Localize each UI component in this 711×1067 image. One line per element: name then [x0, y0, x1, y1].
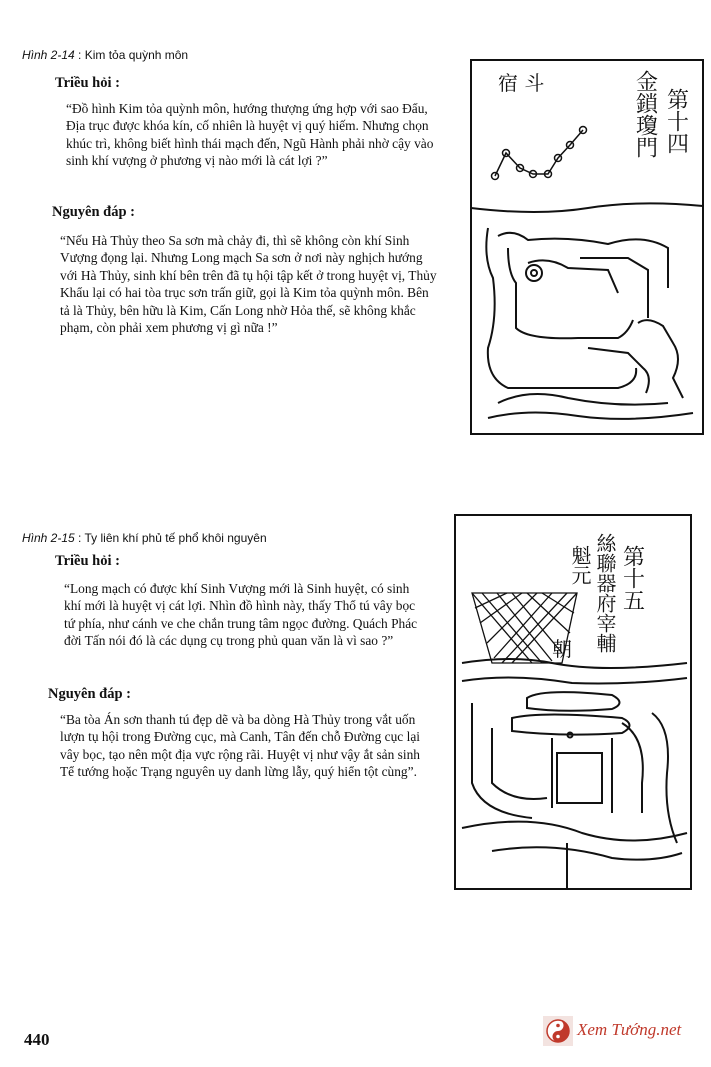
watermark-text: Xem Tướng.net — [577, 1020, 682, 1039]
question-speaker: Triều hỏi : — [55, 75, 120, 91]
answer-text: “Ba tòa Án sơn thanh tú đẹp dẽ và ba dòng Hà Thủy trong vắt uốn lượn tụ hội trong Đường cục, mà Canh, Tân đến chỗ Đường cục lại vây bọc, tạo nên một địa vực rộng rãi. Huyệt vị như vậy ắt sản sinh Tể tướng hoặc Trạng nguyên uy danh lừng lẫy, quý hiển tột cùng”. — [60, 712, 420, 780]
question-speaker: Triều hỏi : — [55, 553, 120, 569]
chao-text: 朝 — [552, 637, 572, 661]
terrain-lines — [462, 659, 687, 888]
stars-label: 宿 斗 — [498, 71, 545, 95]
net-pattern-icon — [472, 593, 577, 663]
answer-text: “Nếu Hà Thủy theo Sa sơn mà chảy đi, thì sẽ không còn khí Sinh Vượng đọng lại. Nhưng Long mạch Sa sơn ở nơi này nghịch hướng với Hà Thủy, sinh khí bên trên đã tụ hội tập kết ở trong huyệt vị, Thủy Khẩu lại có hai tòa trục sơn trấn giữ, gọi là Kim tỏa quỳnh môn. Bên tả là Thủy, bên hữu là Kim, Cấn Long nhờ Hỏa thế, sẽ không khắc phạm, còn phải xem phương vị gì nữa !” — [60, 233, 437, 336]
yin-yang-icon — [543, 1016, 573, 1046]
diagram-ty-lien-khi-phu — [452, 513, 696, 893]
figure-number-text: 第十五 — [619, 545, 645, 611]
figure-caption-2-15 — [22, 531, 267, 545]
caption-title: : Kim tỏa quỳnh môn — [78, 48, 189, 62]
site-watermark — [543, 1016, 708, 1046]
figure-caption-2-14 — [22, 48, 188, 62]
diagram-kim-toa-quynh-mon — [468, 58, 711, 438]
caption-label: Hình 2-14 — [22, 48, 75, 62]
figure-name-text: 絲聯器府宰輔 — [593, 533, 617, 653]
vertical-title — [633, 70, 689, 158]
question-text: “Long mạch có được khí Sinh Vượng mới là Sinh huyệt, có sinh khí mới là huyệt vị cát lợi. Nhìn đồ hình này, thấy Thổ tú vây bọc tứ phía, như cánh ve che chắn trung tâm ngọc đường. Quách Phác đời Tấn nói đó là các dụng cụ trong phủ quan văn là vì sao ?” — [64, 581, 418, 649]
caption-label: Hình 2-15 — [22, 531, 75, 545]
caption-title: : Ty liên khí phủ tế phổ khôi nguyên — [78, 531, 267, 545]
figure-name2-text: 魁元 — [568, 545, 592, 585]
answer-speaker: Nguyên đáp : — [48, 686, 131, 702]
terrain-lines — [486, 228, 693, 419]
question-text: “Đồ hình Kim tỏa quỳnh môn, hướng thượng ứng hợp với sao Đẩu, Địa trục được khóa kín, cố nhiên là huyệt vị quý hiếm. Nhưng chọn khúc trì, không biết hình thái mạch đến, Ngũ Hành phải nhờ cậy vào sinh khí vượng ở phương vị nào mới là cát lợi ?” — [66, 101, 434, 169]
vertical-title — [552, 533, 645, 661]
page-number: 440 — [24, 1030, 50, 1049]
figure-number-text: 第十四 — [663, 88, 689, 154]
constellation-icon — [492, 127, 587, 180]
figure-name-text: 金鎖瓊門 — [632, 70, 658, 158]
answer-speaker: Nguyên đáp : — [52, 204, 135, 220]
